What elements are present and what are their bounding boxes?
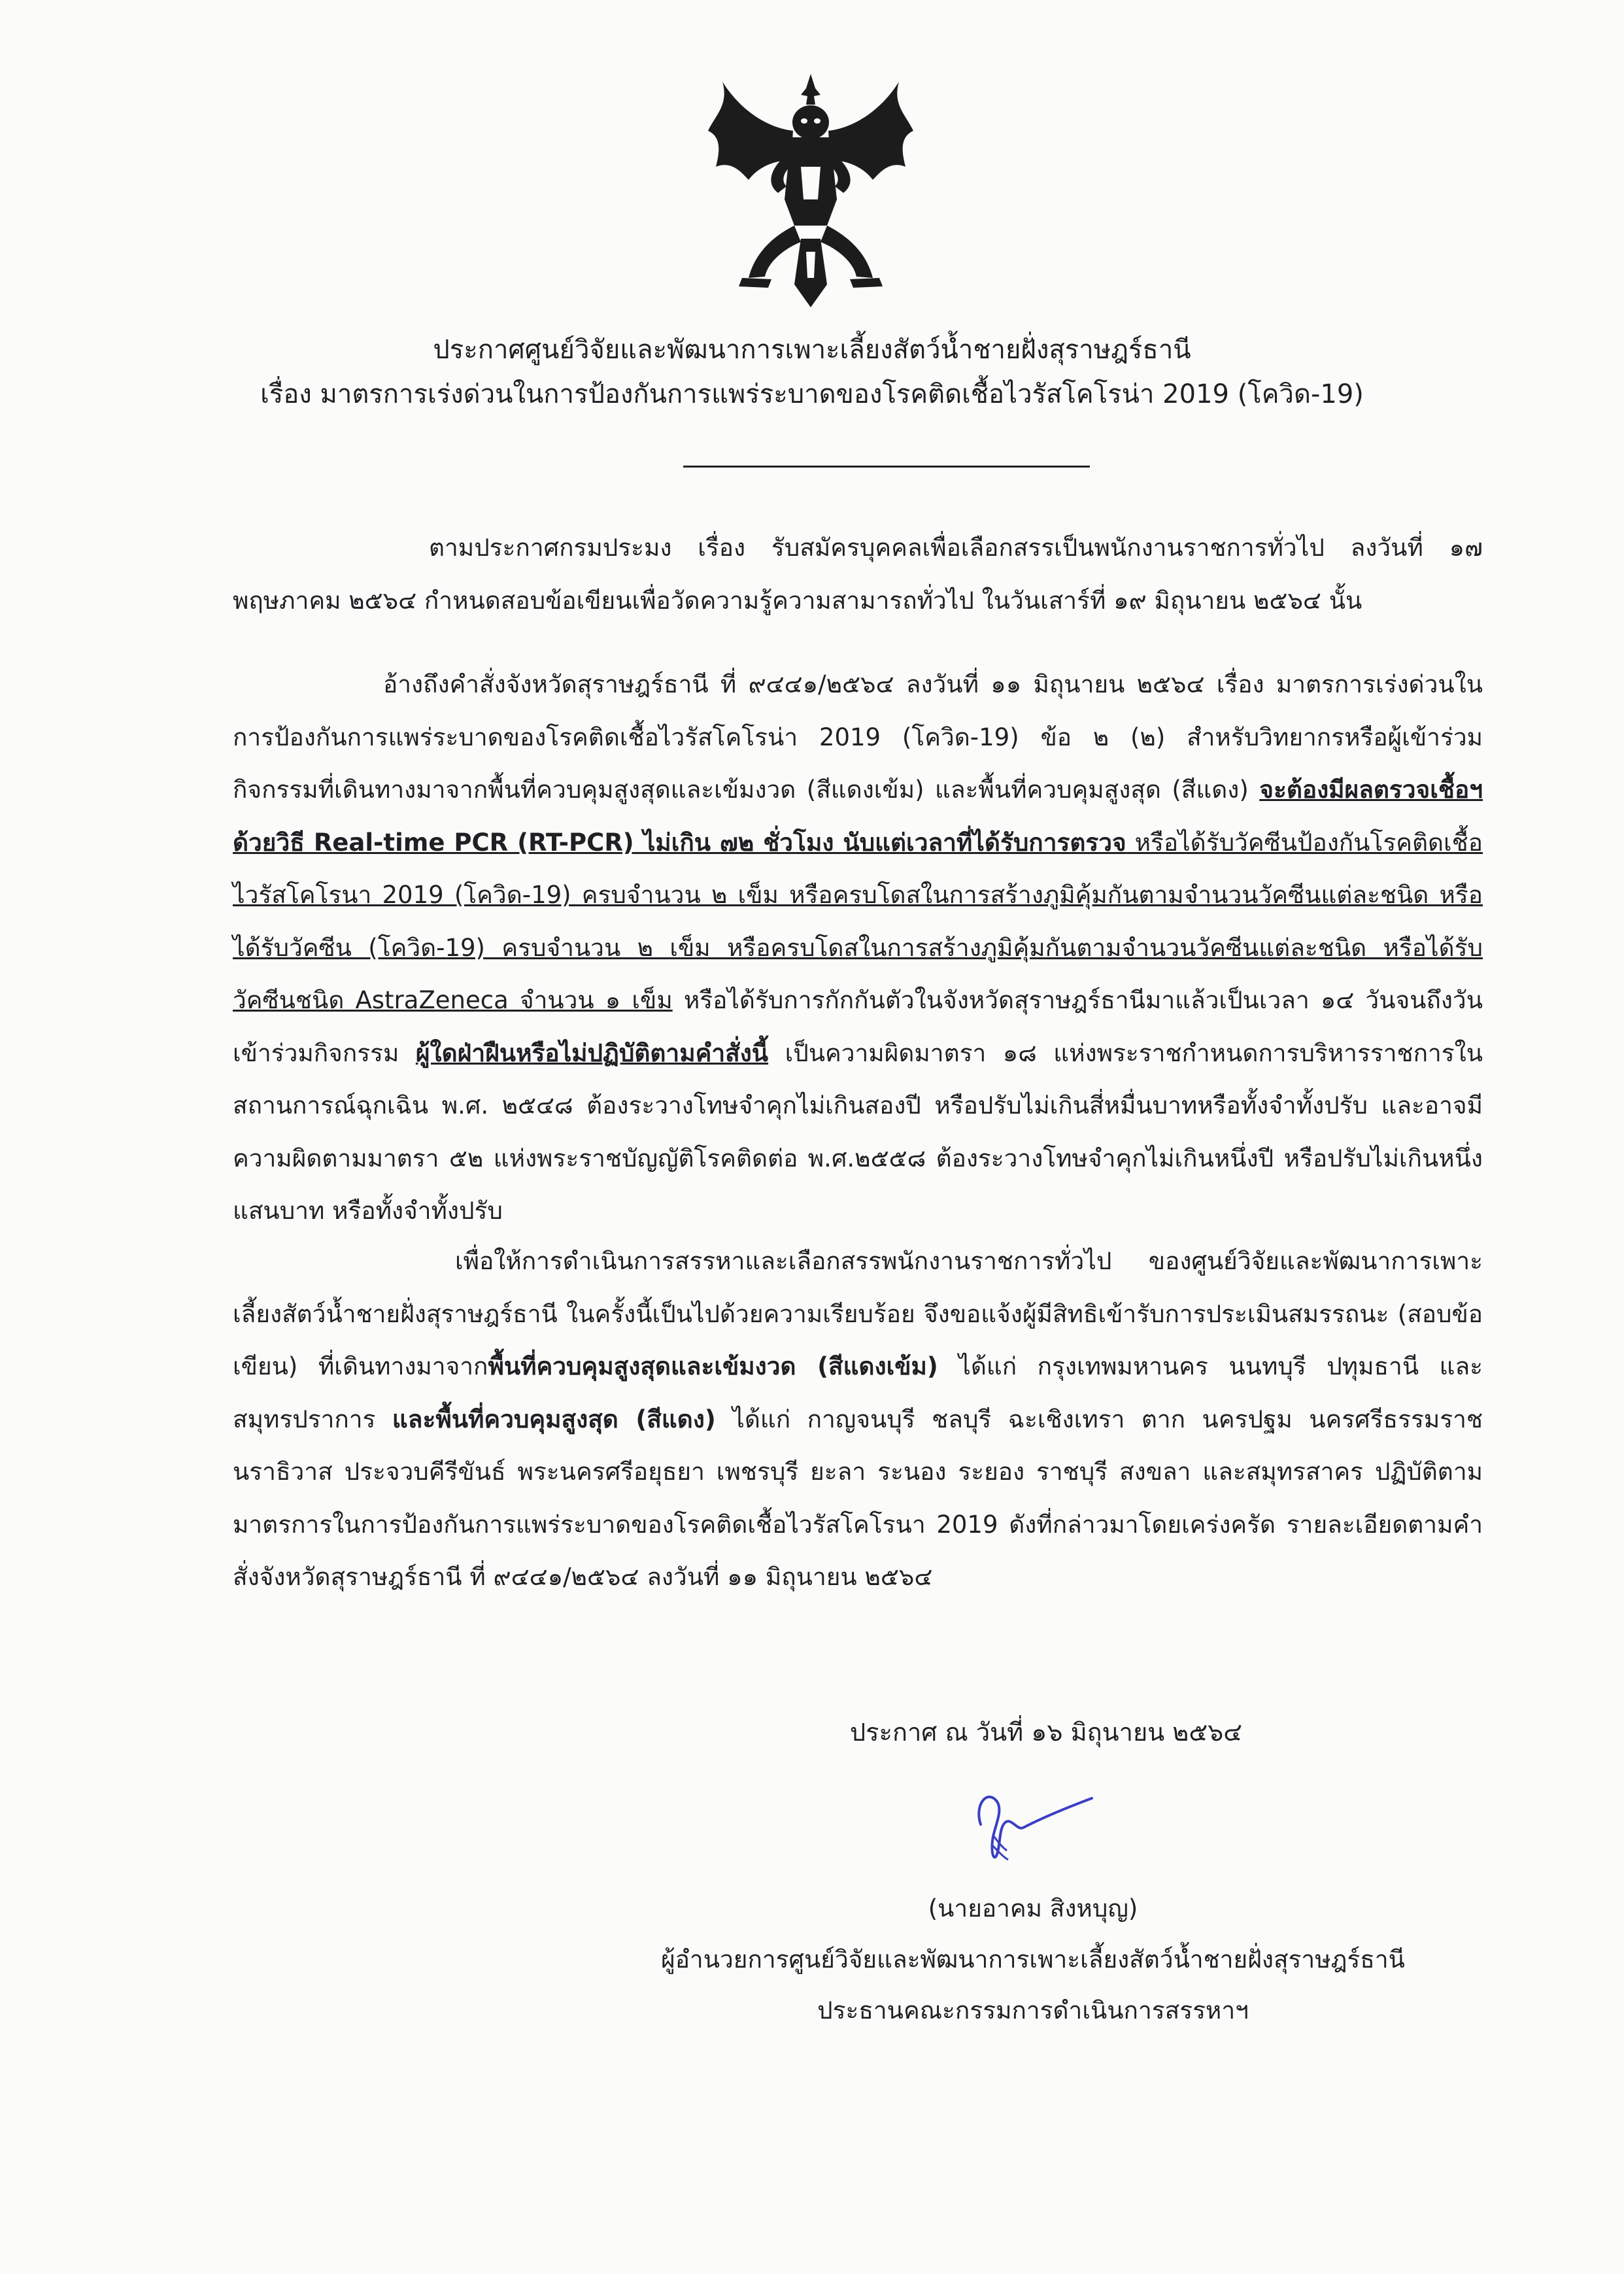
p2-text-f: เป็นความผิดมาตรา ๑๘ แห่งพระราชกำหนดการบริหารราชการในสถานการณ์ฉุกเฉิน พ.ศ. ๒๕๔๘ ต้องระวางโทษจำคุกไม่เกินสองปี หรือปรับไม่เกินสี่หมื่นบาทหรือทั้งจำทั้งปรับ และอาจมีความผิดตามมาตรา ๕๒ แห่งพระราชบัญญัติโรคติดต่อ พ.ศ.๒๕๕๘ ต้องระวางโทษจำคุกไม่เกินหนึ่งปี หรือปรับไม่เกินหนึ่งแสนบาท หรือทั้งจำทั้งปรับ bbox=[233, 1038, 1483, 1225]
p2-vaccine-conditions: หรือได้รับวัคซีนป้องกันโรคติดเชื้อไวรัสโคโรนา 2019 (โควิด-19) ครบจำนวน ๒ เข็ม หรือครบโดสในการสร้างภูมิคุ้มกันตามจำนวนวัคซีนแต่ละชนิด หรือได้รับวัคซีน (โควิด-19) ครบจำนวน ๒ เข็ม หรือครบโดสในการสร้างภูมิคุ้มกันตามจำนวนวัคซีนแต่ละชนิด หรือได้รับวัคซีนชนิด AstraZeneca จำนวน ๑ เข็ม bbox=[233, 828, 1483, 1014]
paragraph-3 bbox=[233, 1235, 1483, 1604]
p2-text-d: หรือได้รับการกักกันตัวในจังหวัดสุราษฎร์ธานีมาแล้วเป็นเวลา ๑๔ วันจนถึงวันเข้าร่วมกิจกรรม bbox=[233, 986, 1483, 1067]
signatory-name: (นายอาคม สิงหบุญ) bbox=[928, 1894, 1138, 1923]
paragraph-2 bbox=[233, 658, 1483, 1238]
title-divider bbox=[683, 466, 1090, 468]
p2-penalty-warning: ผู้ใดฝ่าฝืนหรือไม่ปฏิบัติตามคำสั่งนี้ bbox=[415, 1038, 769, 1067]
announcement-subject: เรื่อง มาตรการเร่งด่วนในการป้องกันการแพร่ระบาดของโรคติดเชื้อไวรัสโคโรน่า 2019 (โควิด-19) bbox=[260, 379, 1364, 409]
handwritten-signature bbox=[968, 1779, 1098, 1870]
announcement-title: ประกาศศูนย์วิจัยและพัฒนาการเพาะเลี้ยงสัตว์น้ำชายฝั่งสุราษฎร์ธานี bbox=[433, 335, 1191, 365]
p3-text-a: เพื่อให้การดำเนินการสรรหาและเลือกสรรพนักงานราชการทั่วไป ของศูนย์วิจัยและพัฒนาการเพาะเลี้ยงสัตว์น้ำชายฝั่งสุราษฎร์ธานี ในครั้งนี้เป็นไปด้วยความเรียบร้อย จึงขอแจ้งผู้มีสิทธิเข้ารับการประเมินสมรรถนะ (สอบข้อเขียน) ที่เดินทางมาจาก bbox=[233, 1247, 1483, 1380]
announcement-date: ประกาศ ณ วันที่ ๑๖ มิถุนายน ๒๕๖๔ bbox=[850, 1718, 1242, 1747]
paragraph-1: ตามประกาศกรมประมง เรื่อง รับสมัครบุคคลเพื่อเลือกสรรเป็นพนักงานราชการทั่วไป ลงวันที่ ๑๗ พฤษภาคม ๒๕๖๔ กำหนดสอบข้อเขียนเพื่อวัดความรู้ความสามารถทั่วไป ในวันเสาร์ที่ ๑๙ มิถุนายน ๒๕๖๔ นั้น bbox=[233, 534, 1483, 615]
p3-red-zone: และพื้นที่ควบคุมสูงสุด (สีแดง) bbox=[392, 1405, 716, 1433]
p2-requirement-pcr: จะต้องมีผลตรวจเชื้อฯ ด้วยวิธี Real-time PCR (RT-PCR) ไม่เกิน ๗๒ ชั่วโมง นับแต่เวลาที่ได้รับการตรวจ bbox=[233, 776, 1483, 857]
signatory-role: ประธานคณะกรรมการดำเนินการสรรหาฯ bbox=[817, 1996, 1249, 2025]
garuda-emblem bbox=[703, 69, 919, 311]
p3-dark-red-zone: พื้นที่ควบคุมสูงสุดและเข้มงวด (สีแดงเข้ม) bbox=[488, 1352, 938, 1380]
p2-text-a: อ้างถึงคำสั่งจังหวัดสุราษฎร์ธานี ที่ ๙๔๔๑/๒๕๖๔ ลงวันที่ ๑๑ มิถุนายน ๒๕๖๔ เรื่อง มาตรการเร่งด่วนในการป้องกันการแพร่ระบาดของโรคติดเชื้อไวรัสโคโรน่า 2019 (โควิด-19) ข้อ ๒ (๒) สำหรับวิทยากรหรือผู้เข้าร่วมกิจกรรมที่เดินทางมาจากพื้นที่ควบคุมสูงสุดและเข้มงวด (สีแดงเข้ม) และพื้นที่ควบคุมสูงสุด (สีแดง) bbox=[233, 670, 1483, 804]
p3-text-e: ได้แก่ กาญจนบุรี ชลบุรี ฉะเชิงเทรา ตาก นครปฐม นครศรีธรรมราช นราธิวาส ประจวบคีรีขันธ์ พระนครศรีอยุธยา เพชรบุรี ยะลา ระนอง ระยอง ราชบุรี สงขลา และสมุทรสาคร ปฏิบัติตามมาตรการในการป้องกันการแพร่ระบาดของโรคติดเชื้อไวรัสโคโรนา 2019 ดังที่กล่าวมาโดยเคร่งครัด รายละเอียดตามคำสั่งจังหวัดสุราษฎร์ธานี ที่ ๙๔๔๑/๒๕๖๔ ลงวันที่ ๑๑ มิถุนายน ๒๕๖๔ bbox=[233, 1405, 1483, 1591]
p3-text-c: ได้แก่ กรุงเทพมหานคร นนทบุรี ปทุมธานี และสมุทรปราการ bbox=[233, 1352, 1483, 1433]
signatory-title: ผู้อำนวยการศูนย์วิจัยและพัฒนาการเพาะเลี้ยงสัตว์น้ำชายฝั่งสุราษฎร์ธานี bbox=[661, 1945, 1405, 1974]
signature-block bbox=[556, 1883, 1510, 2036]
